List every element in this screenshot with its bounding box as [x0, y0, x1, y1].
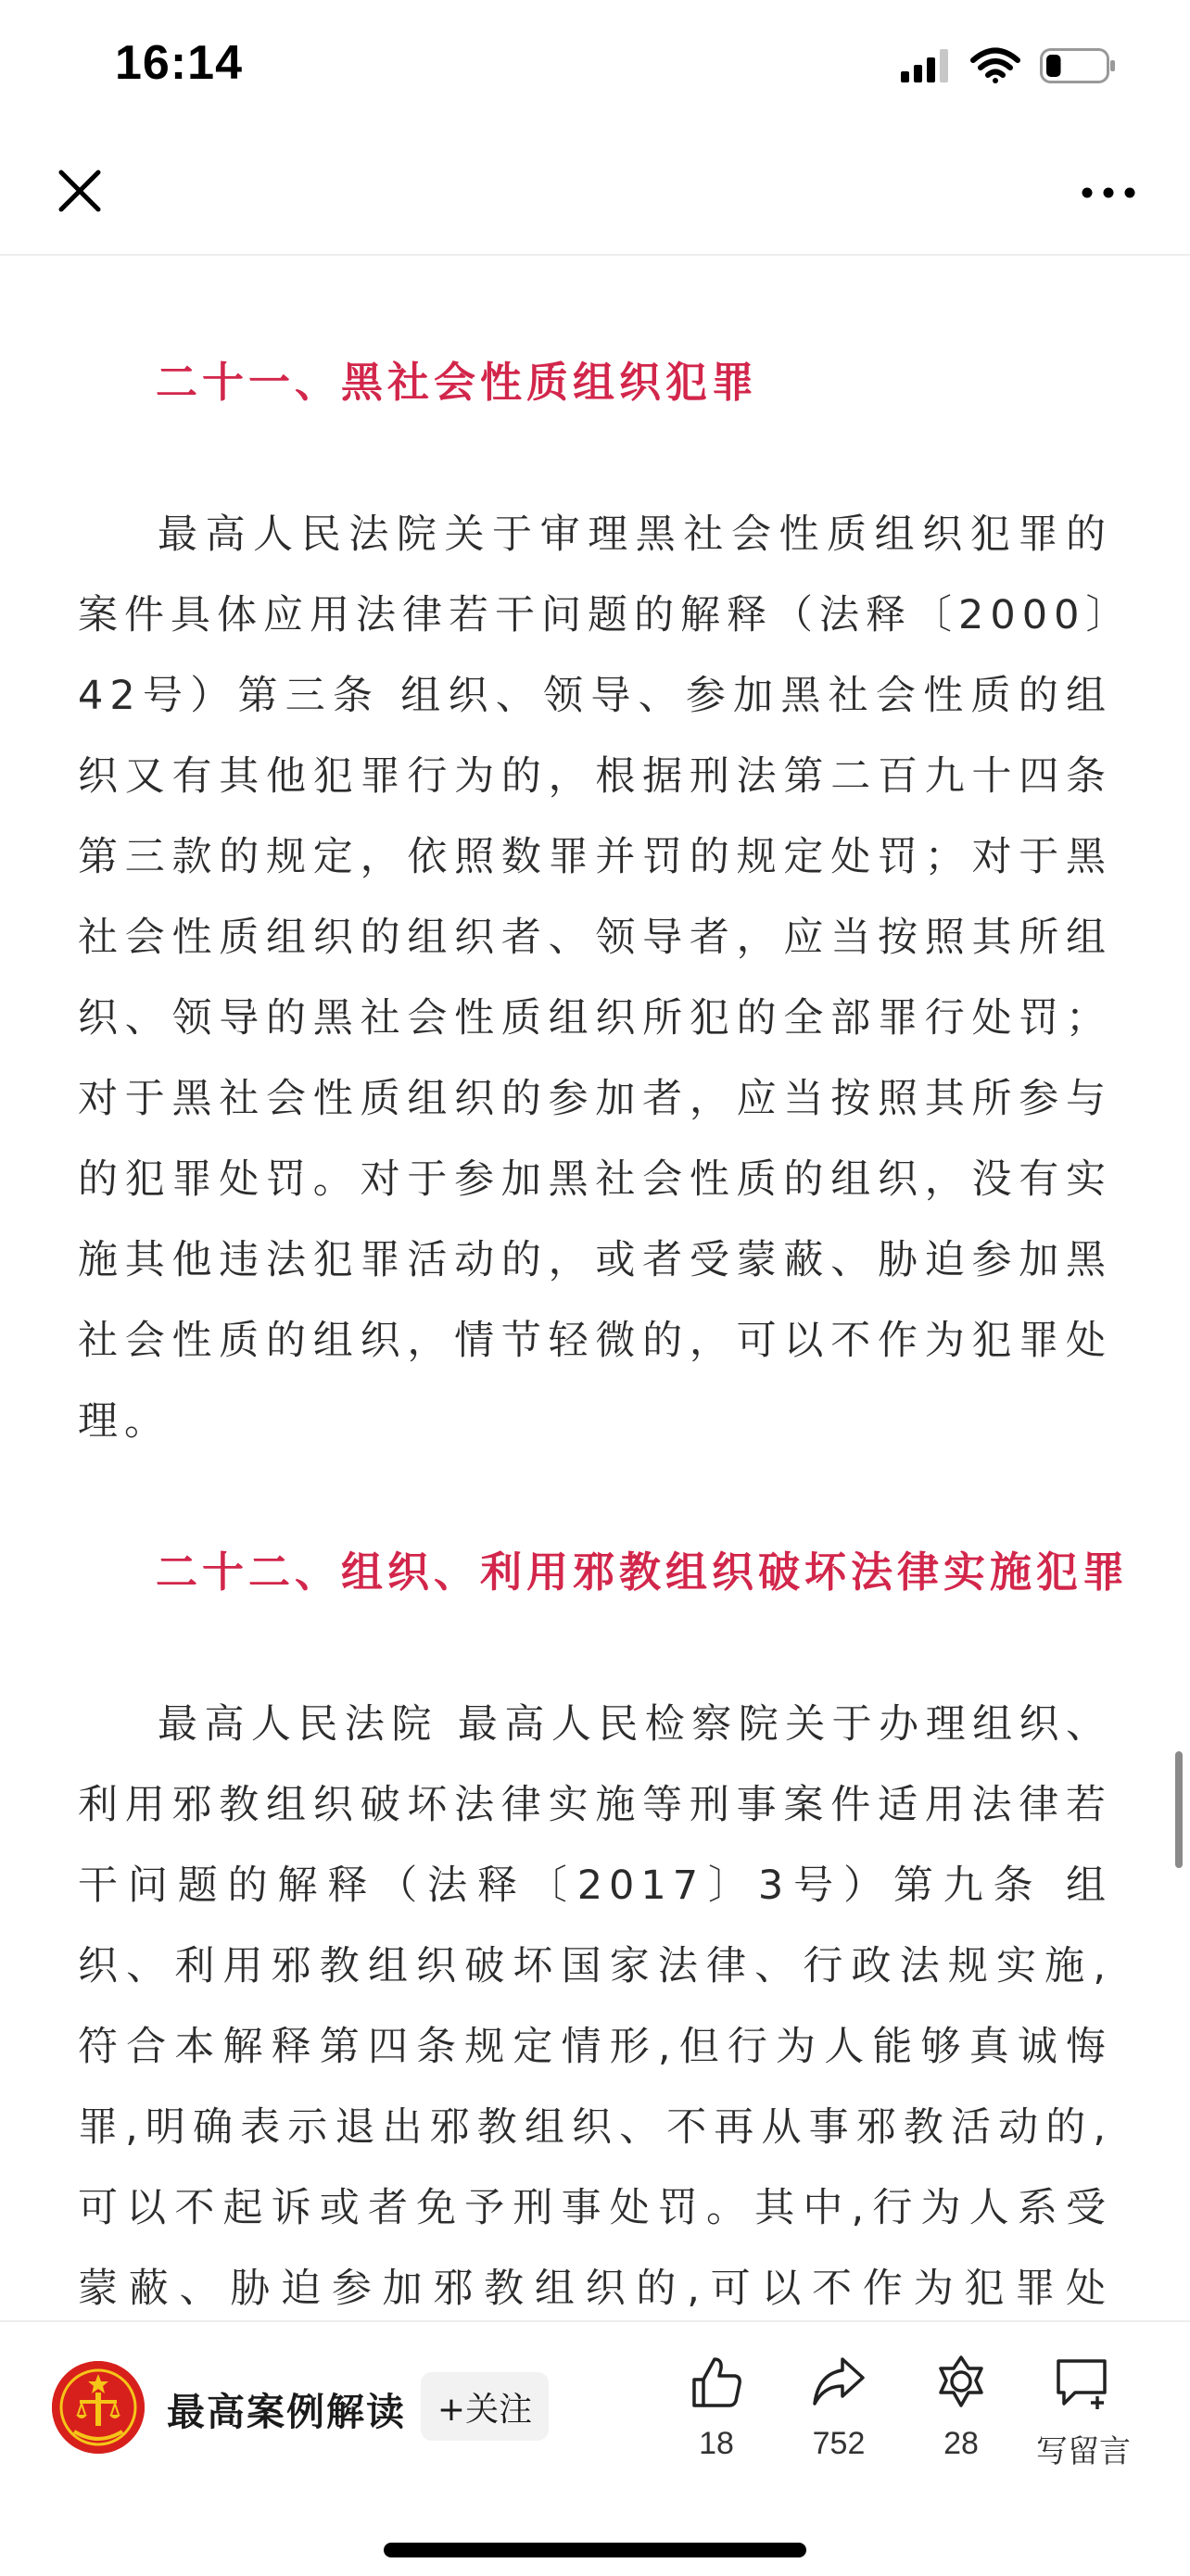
follow-button[interactable]: +关注 [421, 2372, 549, 2441]
status-time: 16:14 [115, 36, 243, 90]
section-heading: 二十二、组织、利用邪教组织破坏法律实施犯罪 [156, 1547, 1130, 1597]
court-emblem-icon [52, 2361, 145, 2454]
scrollbar-thumb[interactable] [1175, 1751, 1183, 1868]
like-icon [689, 2355, 744, 2409]
write-comment-button[interactable] [1023, 2355, 1144, 2471]
recommend-icon [933, 2355, 989, 2409]
section-paragraph: 最高人民法院 最高人民检察院关于办理组织、利用邪教组织破坏法律实施等刑事案件适用法律若干问题的解释（法释〔2017〕3号）第九条 组织、利用邪教组织破坏国家法律、行政法规实施,符合本解释第四条规定情形,但行为人能够真诚悔罪,明确表示退出邪教组织、不再从事邪教活动的,可以不起诉或者免予刑事处罚。其中,行为人系受蒙蔽、胁迫参加邪教组织的,可以不作为犯罪处 [78, 1701, 1112, 2312]
account-name[interactable]: 最高案例解读 [167, 2390, 406, 2434]
comment-icon [1053, 2355, 1114, 2409]
wifi-icon [971, 48, 1019, 87]
nav-bar [0, 130, 1190, 256]
bottom-bar [0, 2320, 1190, 2576]
cellular-signal-icon [901, 49, 951, 86]
more-dots-icon [1079, 174, 1138, 211]
status-bar [0, 0, 1190, 130]
share-icon [811, 2355, 867, 2409]
home-indicator[interactable] [384, 2543, 806, 2557]
article-body [78, 254, 1130, 2320]
status-icons [901, 48, 1116, 87]
recommend-button[interactable] [901, 2355, 1021, 2462]
like-button[interactable] [656, 2355, 777, 2462]
share-count: 752 [812, 2426, 866, 2461]
share-button[interactable] [779, 2355, 899, 2462]
close-button[interactable] [52, 163, 108, 219]
like-count: 18 [699, 2426, 734, 2461]
close-icon [52, 163, 108, 219]
write-comment-label: 写留言 [1036, 2434, 1131, 2469]
account-avatar[interactable] [52, 2361, 145, 2454]
section-heading: 二十一、黑社会性质组织犯罪 [156, 358, 759, 407]
section-paragraph: 最高人民法院关于审理黑社会性质组织犯罪的案件具体应用法律若干问题的解释（法释〔2000〕42号）第三条 组织、领导、参加黑社会性质的组织又有其他犯罪行为的，根据刑法第二百九十四条第三款的规定，依照数罪并罚的规定处罚；对于黑社会性质组织的组织者、领导者，应当按照其所组织、领导的黑社会性质组织所犯的全部罪行处罚；对于黑社会性质组织的参加者，应当按照其所参与的犯罪处罚。对于参加黑社会性质的组织，没有实施其他违法犯罪活动的，或者受蒙蔽、胁迫参加黑社会性质的组织，情节轻微的，可以不作为犯罪处理。 [78, 511, 1112, 1445]
recommend-count: 28 [943, 2426, 979, 2461]
more-button[interactable] [1079, 174, 1138, 211]
battery-icon [1040, 48, 1116, 87]
